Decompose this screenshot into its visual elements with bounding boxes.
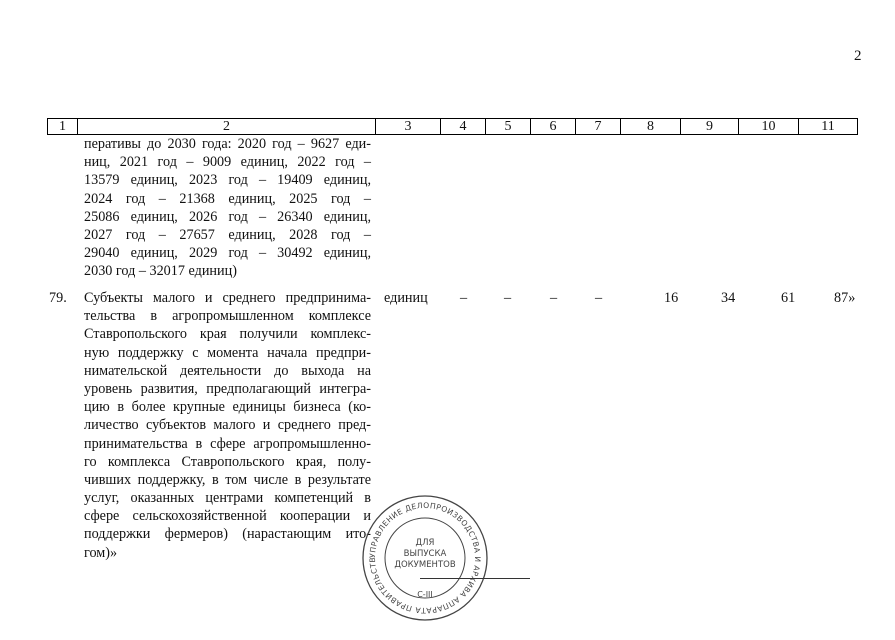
text-line: Ставропольского края получили комплекс- [84, 326, 371, 343]
text-line: 2030 год – 32017 единиц) [84, 263, 237, 280]
signature-line [420, 578, 530, 579]
text-line: ную поддержку с момента начала предпри- [84, 344, 371, 361]
header-cell-7: 7 [576, 119, 621, 134]
header-cell-4: 4 [441, 119, 486, 134]
text-line: ниц, 2021 год – 9009 единиц, 2022 год – [84, 154, 371, 171]
header-cell-1: 1 [48, 119, 78, 134]
stamp-seal-icon [360, 493, 490, 623]
value-col10: 61 [781, 290, 796, 306]
text-line: чивших поддержку, в том числе в результате [84, 471, 371, 488]
stamp-outer-text: УПРАВЛЕНИЕ ДЕЛОПРОИЗВОДСТВА И АР ИВА АППАРАТА ПРАВИТЕЛЬСТВ [367, 500, 483, 616]
value-col6: – [550, 290, 558, 306]
text-line: Субъекты малого и среднего предпринима- [84, 290, 371, 306]
text-line: личество субъектов малого и среднего пред- [84, 417, 371, 434]
text-line: 2027 год – 27657 единиц, 2028 год – [84, 226, 371, 243]
text-line: нимательской деятельности до выхода на [84, 362, 371, 379]
header-cell-6: 6 [531, 119, 576, 134]
value-col11: 87» [834, 290, 856, 306]
header-cell-8: 8 [621, 119, 681, 134]
header-cell-10: 10 [739, 119, 799, 134]
unit-cell: единиц [384, 290, 428, 306]
text-line: услуг, оказанных центрами компетенций в [84, 490, 371, 507]
value-col8: 16 [664, 290, 679, 306]
text-line: 2024 год – 21368 единиц, 2025 год – [84, 190, 371, 207]
stamp-center-line2: ВЫПУСКА [403, 549, 447, 559]
table-header-row [47, 118, 858, 135]
page-number: 2 [854, 48, 862, 64]
text-line: 29040 единиц, 2029 год – 30492 единиц, [84, 245, 371, 262]
header-cell-5: 5 [486, 119, 531, 134]
value-col4: – [460, 290, 468, 306]
text-line: поддержки фермеров) (нарастающим ито- [84, 526, 371, 543]
text-line: сфере сельскохозяйственной кооперации и [84, 508, 371, 525]
value-col7: – [595, 290, 603, 306]
value-col5: – [504, 290, 512, 306]
stamp-center-line1: ДЛЯ [415, 538, 435, 548]
stamp-code: С-III [417, 590, 433, 599]
text-line: тельства в агропромышленном комплексе [84, 308, 371, 325]
stamp-center-line3: ДОКУМЕНТОВ [394, 560, 456, 570]
text-line: 13579 единиц, 2023 год – 19409 единиц, [84, 172, 371, 189]
header-cell-9: 9 [681, 119, 739, 134]
row-number: 79. [49, 290, 67, 306]
text-line: уровень развития, предполагающий интегра- [84, 380, 371, 397]
text-line: гом)» [84, 544, 118, 561]
header-cell-3: 3 [376, 119, 441, 134]
text-line: принимательства в сфере агропромышленно- [84, 435, 371, 452]
text-line: перативы до 2030 года: 2020 год – 9627 еди- [84, 136, 371, 152]
text-line: го комплекса Ставропольского края, полу- [84, 453, 371, 470]
continuation-text [84, 135, 371, 281]
text-line: цию в более крупные единицы бизнеса (ко- [84, 399, 371, 416]
text-line: 25086 единиц, 2026 год – 26340 единиц, [84, 208, 371, 225]
header-cell-11: 11 [821, 119, 835, 134]
header-cell-2: 2 [78, 119, 376, 134]
row-79-description [84, 289, 371, 562]
value-col9: 34 [721, 290, 736, 306]
stamp [360, 493, 490, 623]
